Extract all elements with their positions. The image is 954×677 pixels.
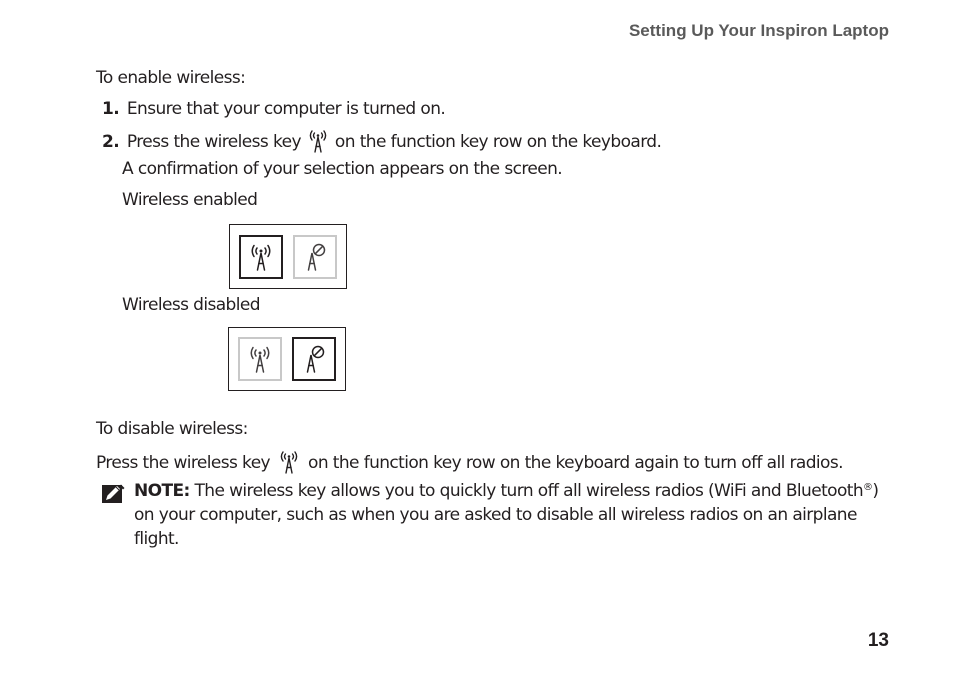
step-2-number: 2.	[102, 132, 120, 152]
note-text	[134, 479, 894, 551]
disable-instruction	[96, 449, 843, 475]
osd-wireless-on-key	[239, 235, 283, 279]
wireless-enabled-label: Wireless enabled	[122, 190, 258, 210]
wireless-disabled-osd	[228, 327, 346, 391]
osd-wireless-off-key	[293, 235, 337, 279]
osd-wireless-on-key	[238, 337, 282, 381]
wireless-enabled-osd	[229, 224, 347, 289]
note-pencil-icon	[101, 484, 125, 504]
registered-mark: ®	[863, 482, 873, 493]
step-1-text: Ensure that your computer is turned on.	[126, 99, 446, 119]
wireless-antenna-icon	[248, 242, 274, 272]
step-2-text-after: on the function key row on the keyboard.	[334, 132, 662, 152]
note-label: NOTE:	[134, 481, 190, 501]
page-number: 13	[867, 630, 889, 651]
disable-text-before: Press the wireless key	[96, 453, 271, 473]
note-body-1: The wireless key allows you to quickly turn off all wireless radios (WiFi and Bluetooth	[194, 481, 863, 501]
step-2-text-before: Press the wireless key	[126, 132, 301, 152]
wireless-antenna-icon	[247, 344, 273, 374]
wireless-antenna-icon	[278, 449, 300, 475]
running-header: Setting Up Your Inspiron Laptop	[628, 21, 889, 40]
osd-wireless-off-key	[292, 337, 336, 381]
step-1-number: 1.	[102, 99, 120, 119]
disable-intro: To disable wireless:	[96, 419, 248, 439]
wireless-antenna-icon	[307, 128, 329, 154]
confirmation-text: A confirmation of your selection appears on the screen.	[122, 159, 563, 179]
wireless-disabled-label: Wireless disabled	[122, 295, 260, 315]
note-body-2: ) on your computer, such as when you are asked to disable all wireless radios on an airplane flight.	[134, 481, 879, 549]
step-2	[102, 128, 661, 154]
enable-intro: To enable wireless:	[96, 68, 246, 88]
disable-text-after: on the function key row on the keyboard again to turn off all radios.	[308, 453, 843, 473]
wireless-off-icon	[302, 242, 328, 272]
step-1	[102, 98, 445, 120]
wireless-off-icon	[301, 344, 327, 374]
